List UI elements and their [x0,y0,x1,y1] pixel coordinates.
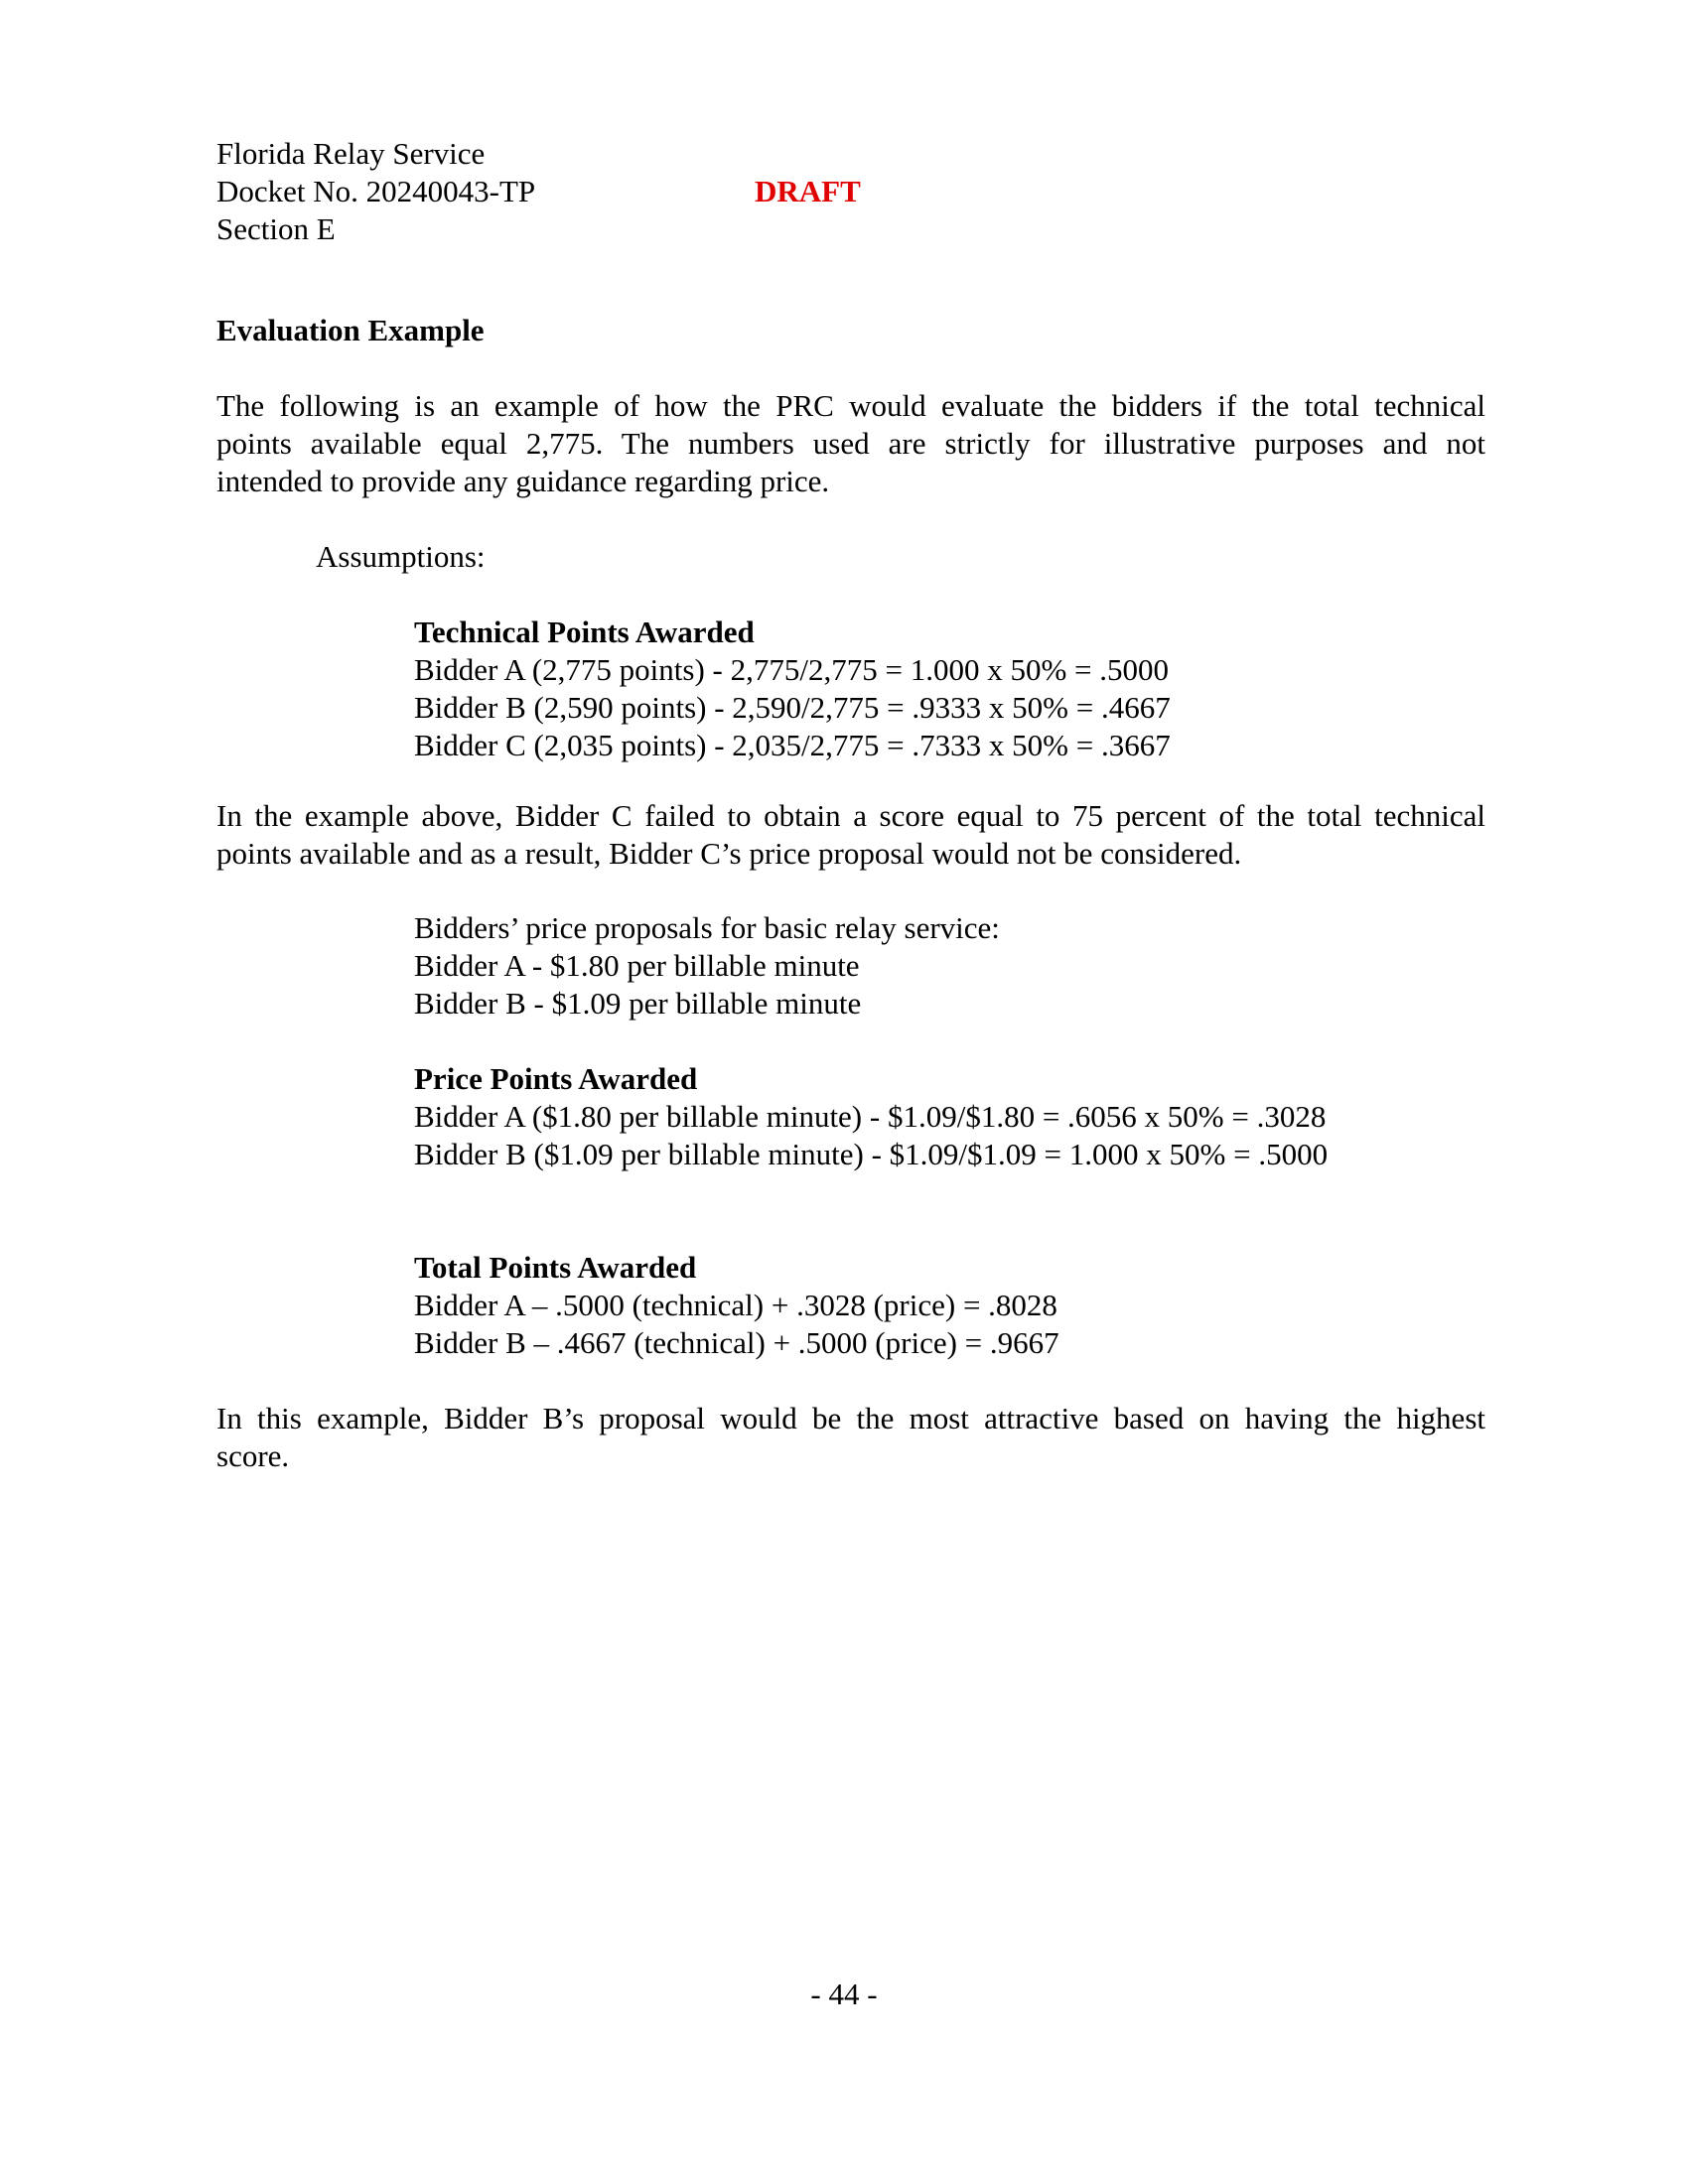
failed-score-paragraph [216,797,1485,873]
intro-line: points available equal 2,775. The numbers used are strictly for illustrative purposes and not [216,426,1485,461]
price-points-block [414,1060,1328,1173]
price-proposal-line: Bidder A - $1.80 per billable minute [414,948,860,983]
conclusion-line: score. [216,1438,290,1473]
price-points-heading: Price Points Awarded [414,1061,698,1096]
technical-points-block [414,614,1171,764]
failed-score-line: points available and as a result, Bidder C’s price proposal would not be considered. [216,836,1242,871]
price-points-line: Bidder A ($1.80 per billable minute) - $1.09/$1.80 = .6056 x 50% = .3028 [414,1099,1327,1134]
price-proposal-line: Bidder B - $1.09 per billable minute [414,986,862,1021]
header-docket-number: Docket No. 20240043-TP [216,174,536,208]
intro-line: intended to provide any guidance regarding price. [216,464,830,498]
header-section: Section E [216,211,336,246]
technical-points-heading: Technical Points Awarded [414,614,755,649]
document-header [216,135,535,248]
conclusion-paragraph [216,1400,1485,1475]
total-points-line: Bidder A – .5000 (technical) + .3028 (price) = .8028 [414,1288,1057,1322]
intro-line: The following is an example of how the PRC would evaluate the bidders if the total technical [216,388,1485,423]
technical-points-line: Bidder A (2,775 points) - 2,775/2,775 = 1.000 x 50% = .5000 [414,652,1169,687]
intro-paragraph [216,387,1485,500]
assumptions-label: Assumptions: [316,539,486,574]
section-title: Evaluation Example [216,313,485,347]
header-organization: Florida Relay Service [216,136,486,171]
price-points-line: Bidder B ($1.09 per billable minute) - $1.09/$1.09 = 1.000 x 50% = .5000 [414,1137,1329,1171]
failed-score-line: In the example above, Bidder C failed to obtain a score equal to 75 percent of the total technical [216,798,1485,833]
draft-label: DRAFT [755,174,861,208]
technical-points-line: Bidder C (2,035 points) - 2,035/2,775 = .7333 x 50% = .3667 [414,728,1171,762]
conclusion-line: In this example, Bidder B’s proposal would be the most attractive based on having the highest [216,1401,1485,1435]
price-proposals-heading: Bidders’ price proposals for basic relay service: [414,910,1000,945]
price-proposals-block [414,909,1000,1023]
page-number: - 44 - [810,1977,878,2011]
total-points-heading: Total Points Awarded [414,1250,697,1285]
total-points-block [414,1249,1059,1362]
total-points-line: Bidder B – .4667 (technical) + .5000 (price) = .9667 [414,1325,1059,1360]
technical-points-line: Bidder B (2,590 points) - 2,590/2,775 = .9333 x 50% = .4667 [414,690,1171,725]
